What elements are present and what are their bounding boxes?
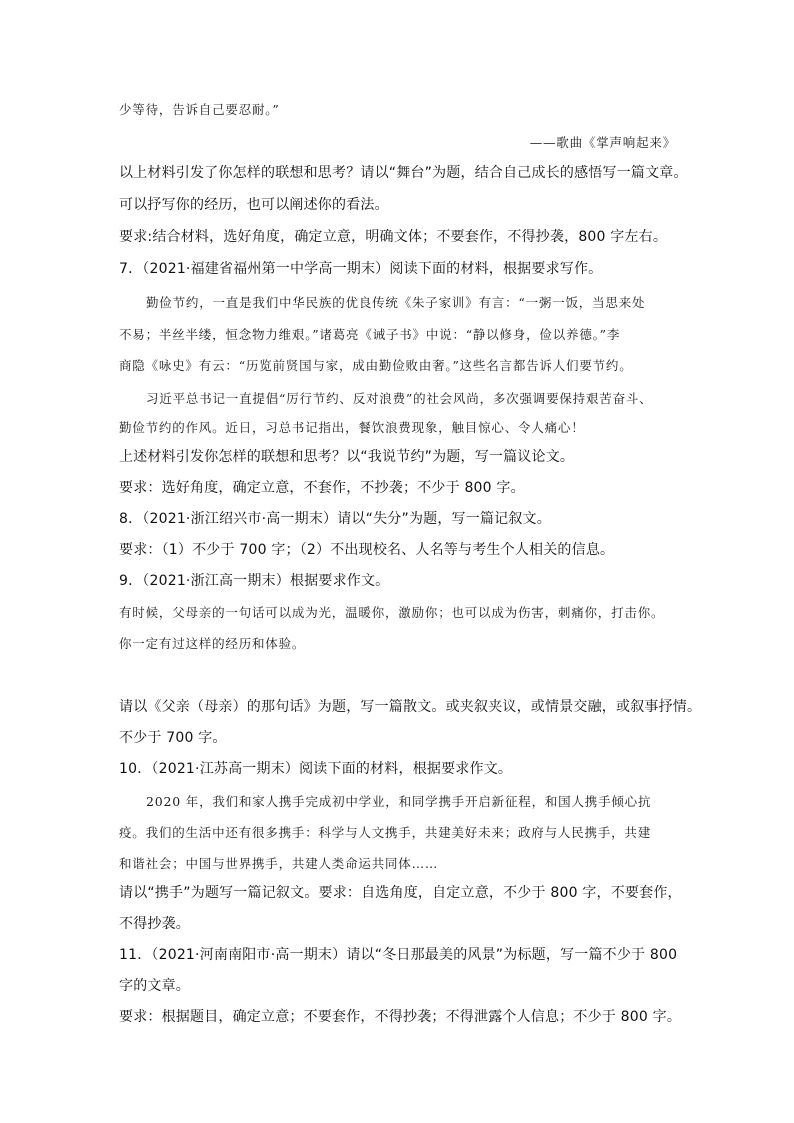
question-10-heading: 10．（2021·江苏高一期末）阅读下面的材料，根据要求作文。 [119, 761, 513, 777]
question-7-material-line: 不易；半丝半缕，恒念物力维艰。”诸葛亮《诫子书》中说：“静以修身，俭以养德。”李 [119, 327, 621, 342]
prompt-6-question: 以上材料引发了你怎样的联想和思考？请以“舞台”为题，结合自己成长的感悟写一篇文章。 [119, 165, 688, 181]
question-7-heading: 7．（2021·福建省福州第一中学高一期末）阅读下面的材料，根据要求写作。 [119, 261, 603, 277]
question-9-material-line: 有时候，父母亲的一句话可以成为光，温暖你，激励你；也可以成为伤害，刺痛你，打击你。 [119, 605, 665, 620]
question-11-heading-cont: 字的文章。 [119, 978, 190, 994]
question-7-requirements: 要求：选好角度，确定立意，不套作，不抄袭；不少于 800 字。 [119, 480, 525, 496]
question-8-heading: 8．（2021·浙江绍兴市·高一期末）请以“失分”为题，写一篇记叙文。 [119, 511, 551, 527]
question-9-material-line: 你一定有过这样的经历和体验。 [119, 636, 306, 651]
question-10-material-line: 2020 年，我们和家人携手完成初中学业，和同学携手开启新征程，和国人携手倾心抗 [146, 794, 652, 809]
question-7-material-line: 勤俭节约，一直是我们中华民族的优良传统《朱子家训》有言：“一粥一饭，当思来处 [146, 295, 646, 310]
question-11-requirements: 要求：根据题目，确定立意；不要套作，不得抄袭；不得泄露个人信息；不少于 800 字。 [119, 1009, 682, 1025]
question-10-prompt: 请以“携手”为题写一篇记叙文。要求：自选角度，自定立意，不少于 800 字，不要套作， [119, 885, 682, 901]
lyric-quote-end: 少等待，告诉自己要忍耐。” [119, 102, 280, 117]
question-9-heading: 9．（2021·浙江高一期末）根据要求作文。 [119, 573, 390, 589]
question-7-material-line: 习近平总书记一直提倡“厉行节约、反对浪费”的社会风尚，多次强调要保持艰苦奋斗、 [146, 391, 653, 406]
question-10-material-line: 和谐社会；中国与世界携手，共建人类命运共同体…… [119, 856, 439, 871]
question-9-prompt-cont: 不少于 700 字。 [119, 730, 227, 746]
question-7-material-line: 商隐《咏史》有云：“历览前贤国与家，成由勤俭败由奢。”这些名言都告诉人们要节约。 [119, 358, 633, 373]
question-8-requirements: 要求：（1）不少于 700 字；（2）不出现校名、人名等与考生个人相关的信息。 [119, 542, 615, 558]
question-11-heading: 11．（2021·河南南阳市·高一期末）请以“冬日那最美的风景”为标题，写一篇不少于 800 [119, 947, 678, 963]
prompt-6-requirements: 要求:结合材料，选好角度，确定立意，明确文体；不要套作，不得抄袭，800 字左右。 [119, 229, 668, 245]
question-10-material-line: 疫。我们的生活中还有很多携手：科学与人文携手，共建美好未来；政府与人民携手，共建 [119, 825, 652, 840]
question-7-material-line: 勤俭节约的作风。近日，习总书记指出，餐饮浪费现象，触目惊心、令人痛心！ [119, 420, 585, 435]
question-10-prompt-cont: 不得抄袭。 [119, 916, 190, 932]
lyric-source: ——歌曲《掌声响起来》 [529, 135, 676, 150]
prompt-6-question-cont: 可以抒写你的经历，也可以阐述你的看法。 [119, 197, 389, 213]
question-7-prompt: 上述材料引发你怎样的联想和思考？以“我说节约”为题，写一篇议论文。 [119, 449, 575, 465]
question-9-prompt: 请以《父亲（母亲）的那句话》为题，写一篇散文。或夹叙夹议，或情景交融，或叙事抒情。 [119, 699, 702, 715]
